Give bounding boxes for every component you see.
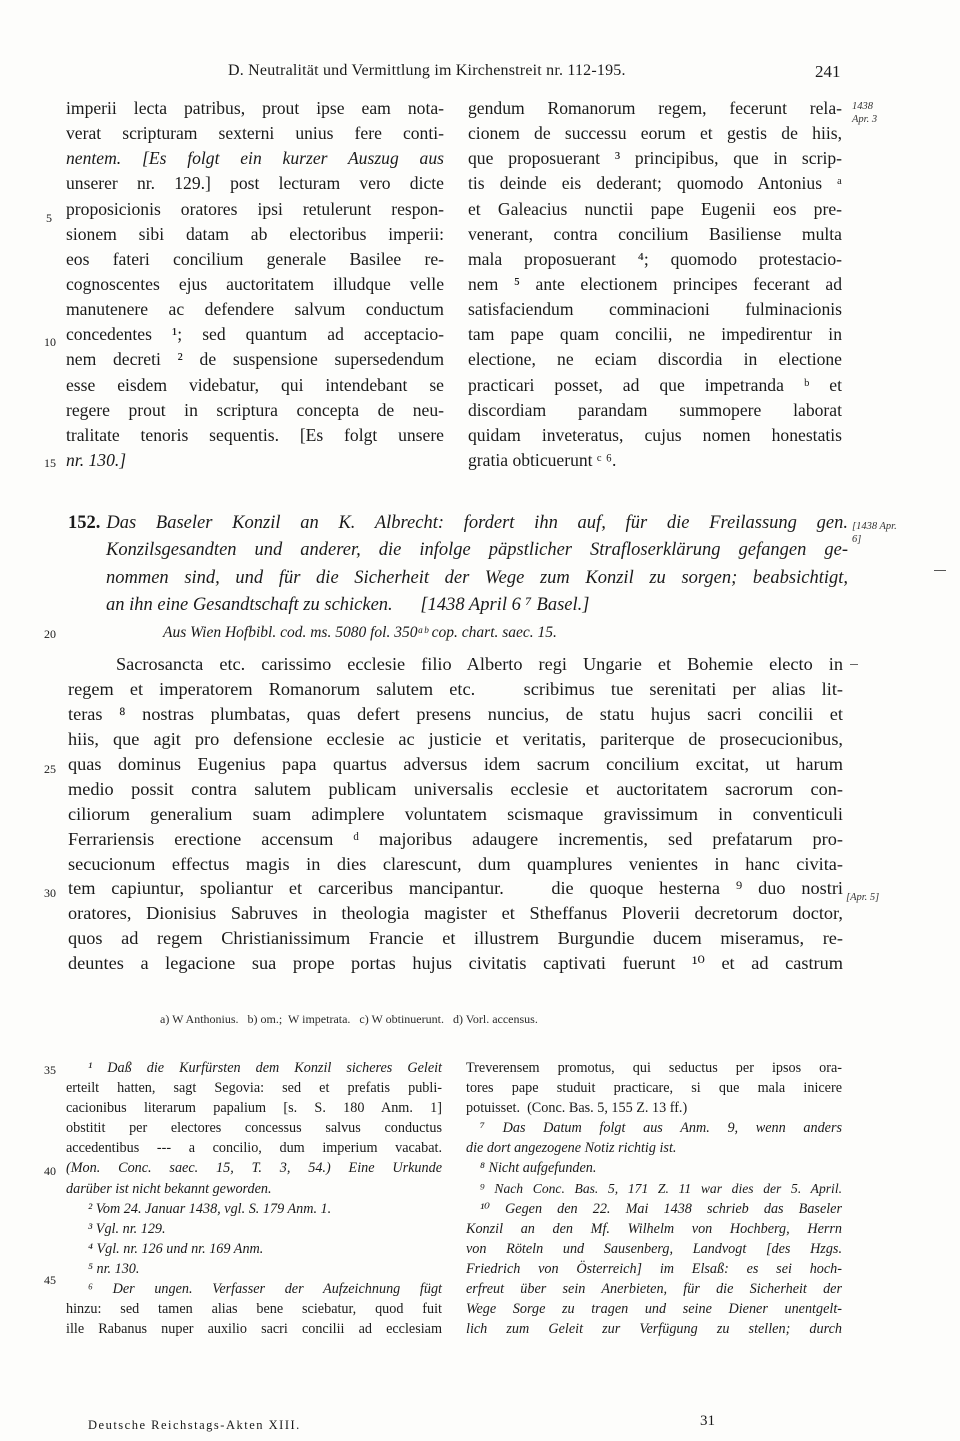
- text-line: regere prout in scriptura concepta de neu-: [66, 399, 444, 420]
- margin-rule: [850, 664, 858, 665]
- document-number: 152.: [68, 513, 101, 533]
- footnote-line: accedentibus --- a concilio, dum imperium vacabat.: [66, 1140, 442, 1157]
- footnote-line: cacionibus literarum papalium [s. S. 180 Anm. 1]: [66, 1100, 442, 1117]
- footnote-line: lich zum Geleit zur Verfügung zu stellen; durch: [466, 1321, 842, 1338]
- text-line: eos fateri concilium generale Basilee re-: [66, 248, 444, 269]
- body-line: quos ad regem Christianissimum Francie et illustrem Burgundie ducem miseramus, re-: [68, 928, 843, 949]
- text-line: imperii lecta patribus, prout ipse eam nota-: [66, 98, 444, 118]
- text-line: sionem sibi datam ab electoribus imperii:: [66, 223, 444, 244]
- text-line: mala proposuerant ⁴; quomodo protestacio-: [468, 248, 842, 269]
- text-line: venerant, contra concilium Basiliense multa: [468, 223, 842, 244]
- footnote-line: ³ Vgl. nr. 129.: [88, 1220, 166, 1237]
- signature-mark: 31: [700, 1413, 715, 1429]
- series-footer: Deutsche Reichstags-Akten XIII.: [88, 1418, 301, 1432]
- footnote-line: darüber ist nicht bekannt geworden.: [66, 1180, 272, 1197]
- text-line: gendum Romanorum regem, fecerunt rela-: [468, 98, 842, 118]
- line-number: 20: [44, 627, 56, 641]
- footnote-line: ⁵ nr. 130.: [88, 1260, 140, 1277]
- footnote-line: ⁷ Das Datum folgt aus Anm. 9, wenn anders: [480, 1120, 842, 1137]
- text-line: tis deinde eis dederant; quomodo Antonius ᵃ: [468, 173, 842, 194]
- margin-rule: [934, 570, 946, 571]
- text-line: manutenere ac defendere salvum conductum: [66, 299, 444, 320]
- margin-date-note: [Apr. 5]: [846, 892, 880, 903]
- body-line: secucionum effectus magis in dies clarescunt, dum quamplures venientes in hanc civita-: [68, 853, 843, 874]
- text-line: concedentes ¹; sed quantum ad acceptacio-: [66, 324, 444, 345]
- footnotes-right: [466, 1058, 842, 1339]
- text-line: nem ⁵ ante electionem principes fecerant ad: [468, 273, 842, 294]
- right-column: [468, 96, 842, 473]
- footnote-line: Konzil an den Mf. Wilhelm von Hochberg, Herrn: [466, 1220, 842, 1237]
- text-line: cionem de successu eorum et gestis de hiis,: [468, 123, 842, 144]
- footnote-line: ⁶ Der ungen. Verfasser der Aufzeichnung fügt: [88, 1281, 442, 1298]
- footnote-line: ille Rabanus nuper auxilio sacri concilii ad ecclesiam: [66, 1321, 442, 1338]
- footnote-line: obstitit per electores concessus salvus conductus: [66, 1120, 442, 1137]
- text-line: verat scripturam sexterni unius fere conti-: [66, 123, 444, 144]
- body-line: ciliorum generalium suam adimplere voluntatem scismaque gravissimum in conventiculi: [68, 803, 843, 824]
- text-line: practicari posset, ad que impetranda ᵇ et: [468, 374, 842, 395]
- document-heading: [68, 510, 848, 620]
- heading-line: an ihn eine Gesandtschaft zu schicken. [1438 April 6 ⁷ Basel.]: [106, 595, 590, 616]
- text-line: tam pape quam concilii, ne impedirentur in: [468, 324, 842, 345]
- line-number: 35: [44, 1063, 56, 1077]
- footnote-line: erfreut über sein Anerbieten, für die Sicherheit der: [466, 1281, 842, 1298]
- footnote-line: ² Vom 24. Januar 1438, vgl. S. 179 Anm. 1.: [88, 1200, 332, 1217]
- text-line: cognoscentes ejus auctoritatem illudque velle: [66, 273, 444, 294]
- footnote-line: erteilt hatten, sagt Segovia: sed et prefatis publi-: [66, 1080, 442, 1097]
- footnote-line: Treverensem promotus, qui seductus per ipsos ora-: [466, 1060, 842, 1076]
- footnote-line: ⁸ Nicht aufgefunden.: [480, 1160, 597, 1177]
- text-line: discordiam parandam summopere laborat: [468, 399, 842, 420]
- footnote-line: die dort angezogene Notiz richtig ist.: [466, 1140, 677, 1157]
- body-line: teras ⁸ nostras plumbatas, quas defert presens nuncius, de statu hujus sacri concilii et: [68, 703, 843, 724]
- left-column: [66, 96, 444, 473]
- text-line: et Galeacius nunctii pape Eugenii eos pre-: [468, 198, 842, 219]
- body-line: Sacrosancta etc. carissimo ecclesie filio Alberto regi Ungarie et Bohemie electo in: [116, 654, 843, 674]
- text-line: gratia obticuerunt ᶜ ⁶.: [468, 449, 617, 470]
- footnote-line: hinzu: sed tamen alias bene sciebatur, quod fuit: [66, 1301, 442, 1318]
- heading-line: nommen sind, und für die Sicherheit der Wege zum Konzil zu sorgen; beabsichtigt,: [106, 567, 848, 588]
- line-number: 25: [44, 762, 56, 776]
- document-body: [68, 652, 843, 976]
- text-line: que proposuerant ³ principibus, que in scrip-: [468, 148, 842, 169]
- running-header: [0, 62, 960, 84]
- body-line: quas dominus Eugenius papa quartus adversus idem sacrum concilium excitat, ut harum: [68, 753, 843, 774]
- text-line: nentem. [Es folgt ein kurzer Auszug aus: [66, 148, 444, 169]
- source-note: Aus Wien Hofbibl. cod. ms. 5080 fol. 350ᵃᵇ cop. chart. saec. 15.: [163, 624, 557, 641]
- footnote-line: (Mon. Conc. saec. 15, T. 3, 54.) Eine Urkunde: [66, 1160, 442, 1177]
- heading-line: [68, 510, 848, 537]
- footnote-line: ¹ Daß die Kurfürsten dem Konzil sicheres Geleit: [88, 1060, 442, 1076]
- text-line: satisfaciendum comminacioni fulminacionis: [468, 299, 842, 320]
- line-number: 45: [44, 1273, 56, 1287]
- heading-text: Das Baseler Konzil an K. Albrecht: fordert ihn auf, für die Freilassung gen.: [106, 513, 848, 533]
- footnote-line: Wege Sorge zu tragen und seine Diener unentgelt-: [466, 1301, 842, 1318]
- body-line: Ferrariensis erectione accensum ᵈ majoribus adaugere incrementis, sed prefatarum pro-: [68, 828, 843, 849]
- text-line: nr. 130.]: [66, 449, 127, 470]
- heading-line: Konzilsgesandten und anderer, die infolge päpstlicher Strafloserklärung gefangen ge-: [106, 540, 848, 561]
- text-line: quidam inveteratus, cujus nomen honestatis: [468, 424, 842, 445]
- footnotes-left: [66, 1058, 442, 1339]
- line-number: 30: [44, 886, 56, 900]
- body-line: hiis, que agit pro defensione ecclesie ac justicie et veritatis, pariterque de prosecucionibus,: [68, 728, 843, 749]
- line-number: 10: [44, 335, 56, 349]
- footnote-line: tores pape studuit practicare, si que mala inicere: [466, 1080, 842, 1097]
- line-number: 40: [44, 1164, 56, 1178]
- footnote-line: potuisset. (Conc. Bas. 5, 155 Z. 13 ff.): [466, 1100, 688, 1117]
- text-line: unserer nr. 129.] post lecturam vero dicte: [66, 173, 444, 194]
- footnote-line: von Röteln und Sausenberg, Landvogt [des Hzgs.: [466, 1240, 842, 1257]
- text-line: proposicionis oratores ipsi retulerunt respon-: [66, 198, 444, 219]
- running-title: D. Neutralität und Vermittlung im Kirchenstreit nr. 112-195.: [228, 62, 626, 79]
- body-line: regem et imperatorem Romanorum salutem etc. scribimus tue serenitati per alias lit-: [68, 678, 843, 699]
- footnote-line: ¹⁰ Gegen den 22. Mai 1438 schrieb das Baseler: [480, 1200, 842, 1217]
- footnote-line: ⁴ Vgl. nr. 126 und nr. 169 Anm.: [88, 1240, 264, 1257]
- margin-date-note: [1438 Apr. 6]: [852, 521, 897, 545]
- text-line: electione, ne eciam discordia in electione: [468, 349, 842, 370]
- body-line: oratores, Dionisius Sabruves in theologia magister et Stheffanus Ploverii decretorum doctor,: [68, 903, 843, 924]
- line-number: 5: [46, 211, 52, 225]
- page-number: 241: [815, 62, 841, 81]
- body-line: medio possit contra salutem publicam universalis ecclesie et auctoritatem sacrorum con-: [68, 778, 843, 799]
- margin-date-note: 1438 Apr. 3: [852, 101, 878, 125]
- body-line: deuntes a legacione sua prope portas hujus civitatis captivati fuerunt ¹⁰ et ad castrum: [68, 953, 843, 974]
- text-line: tralitate tenoris sequentis. [Es folgt unsere: [66, 424, 444, 445]
- body-line: tem capiuntur, spoliantur et carceribus mancipantur. die quoque hesterna ⁹ duo nostri: [68, 878, 843, 899]
- text-line: nem decreti ² de suspensione supersedendum: [66, 349, 444, 370]
- text-line: esse eisdem videbatur, qui intendebant se: [66, 374, 444, 395]
- variant-readings: a) W Anthonius. b) om.; W impetrata. c) W obtinuerunt. d) Vorl. accensus.: [160, 1012, 538, 1026]
- footnote-line: ⁹ Nach Conc. Bas. 5, 171 Z. 11 war dies der 5. April.: [480, 1180, 842, 1196]
- line-number: 15: [44, 456, 56, 470]
- footnote-line: Friedrich von Österreich] im Elsaß: es sei hoch-: [466, 1260, 842, 1277]
